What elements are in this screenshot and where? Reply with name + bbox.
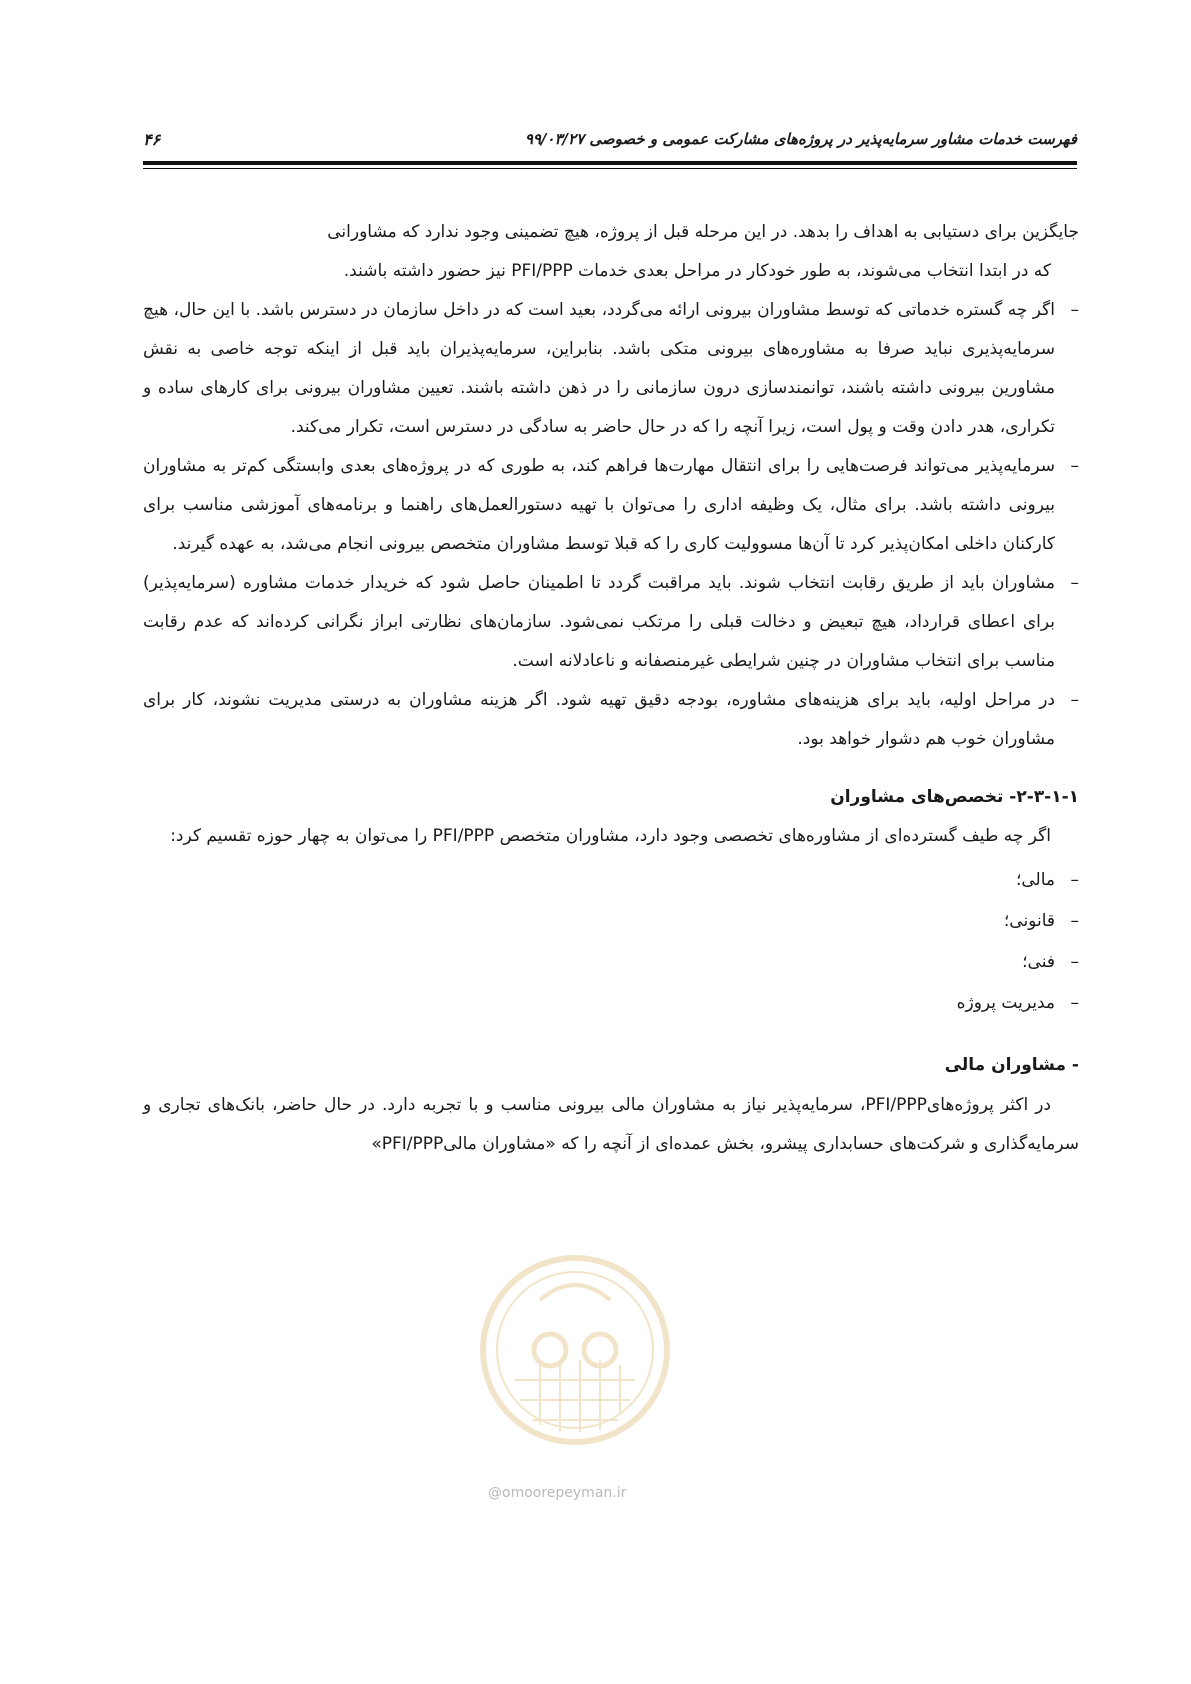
dash-marker: – [1070, 573, 1079, 593]
section-heading: ۲-۳-۱-۱- تخصص‌های مشاوران [830, 787, 1079, 807]
page-body [143, 213, 1079, 1164]
list-item-text: مشاوران باید از طریق رقابت انتخاب شوند. باید مراقبت گردد تا اطمینان حاصل شود که خریدار خدمات مشاوره (سرمایه‌پذیر) برای اعطای قرارداد، هیچ تبعیض و دخالت قبلی را مرتکب نمی‌شود. سازمان‌های نظارتی ابراز نگرانی کرده‌اند که عدم رقابت مناسب برای انتخاب مشاوران در چنین شرایطی غیرمنصفانه و ناعادلانه است. [143, 573, 1055, 671]
bullet-list [143, 291, 1079, 759]
list-item-text: مالی؛ [1015, 870, 1055, 890]
header-rule-thick [143, 161, 1077, 165]
list-item [143, 983, 1079, 1024]
dash-marker: – [1070, 870, 1079, 890]
list-item [143, 681, 1079, 759]
page-number: ۴۶ [143, 130, 161, 149]
dash-marker: – [1070, 300, 1079, 320]
dash-marker: – [1070, 911, 1079, 931]
watermark-url: @omoorepeyman.ir [488, 1485, 627, 1501]
list-item [143, 564, 1079, 681]
subsection-heading: - مشاوران مالی [944, 1055, 1079, 1075]
list-item-text: در مراحل اولیه، باید برای هزینه‌های مشاوره، بودجه دقیق تهیه شود. اگر هزینه مشاوران به درستی مدیریت نشوند، کار برای مشاوران خوب هم دشوار خواهد بود. [143, 690, 1055, 749]
specialty-list [143, 860, 1079, 1024]
dash-marker: – [1070, 456, 1079, 476]
list-item [143, 291, 1079, 447]
list-item [143, 942, 1079, 983]
list-item [143, 901, 1079, 942]
dash-marker: – [1070, 952, 1079, 972]
header-title: فهرست خدمات مشاور سرمایه‌پذیر در پروژه‌های مشارکت عمومی و خصوصی ۹۹/۰۳/۲۷ [524, 130, 1077, 148]
dash-marker: – [1070, 690, 1079, 710]
list-item-text: فنی؛ [1022, 952, 1055, 972]
list-item-text: اگر چه گستره خدماتی که توسط مشاوران بیرونی ارائه می‌گردد، بعید است که در داخل سازمان در دسترس باشد. با این حال، هیچ سرمایه‌پذیری نباید صرفا به مشاوره‌های بیرونی متکی باشد. بنابراین، سرمایه‌پذیران باید قبل از اینکه توجه خاصی به نقش مشاورین بیرونی داشته باشند، توانمندسازی درون سازمانی را در ذهن داشته باشند. تعیین مشاوران بیرونی برای کارهای ساده و تکراری، هدر دادن وقت و پول است، زیرا آنچه را که در حال حاضر به سادگی در دسترس است، تکرار می‌کند. [143, 300, 1055, 437]
list-item [143, 447, 1079, 564]
intro-line-1: جایگزین برای دستیابی به اهداف را بدهد. در این مرحله قبل از پروژه، هیچ تضمینی وجود ندارد که مشاورانی [327, 222, 1079, 242]
list-item-text: قانونی؛ [1003, 911, 1055, 931]
subsection-paragraph: در اکثر پروژه‌هایPFI/PPP، سرمایه‌پذیر نیاز به مشاوران مالی بیرونی مناسب و با تجربه دارد. در حال حاضر، بانک‌های تجاری و سرمایه‌گذاری و شرکت‌های حسابداری پیشرو، بخش عمده‌ای از آنچه را که «مشاوران مالیPFI/PPP» [143, 1095, 1079, 1154]
dash-marker: – [1070, 993, 1079, 1013]
list-item [143, 860, 1079, 901]
page-header [143, 128, 1077, 168]
list-item-text: مدیریت پروژه [956, 993, 1055, 1013]
watermark-logo [470, 1250, 680, 1490]
header-rule-thin [143, 168, 1077, 169]
intro-line-2: که در ابتدا انتخاب می‌شوند، به طور خودکار در مراحل بعدی خدمات PFI/PPP نیز حضور داشته باشند. [343, 261, 1051, 281]
section-paragraph: اگر چه طیف گسترده‌ای از مشاوره‌های تخصصی وجود دارد، مشاوران متخصص PFI/PPP را می‌توان به چهار حوزه تقسیم کرد: [170, 826, 1051, 846]
list-item-text: سرمایه‌پذیر می‌تواند فرصت‌هایی را برای انتقال مهارت‌ها فراهم کند، به طوری که در پروژه‌های بعدی وابستگی کم‌تر به مشاوران بیرونی داشته باشد. برای مثال، یک وظیفه اداری را می‌توان با تهیه دستورالعمل‌های راهنما و برنامه‌های آموزشی مناسب برای کارکنان داخلی امکان‌پذیر کرد تا آن‌ها مسوولیت کاری را که قبلا توسط مشاوران متخصص بیرونی انجام می‌شد، به عهده گیرند. [143, 456, 1055, 554]
